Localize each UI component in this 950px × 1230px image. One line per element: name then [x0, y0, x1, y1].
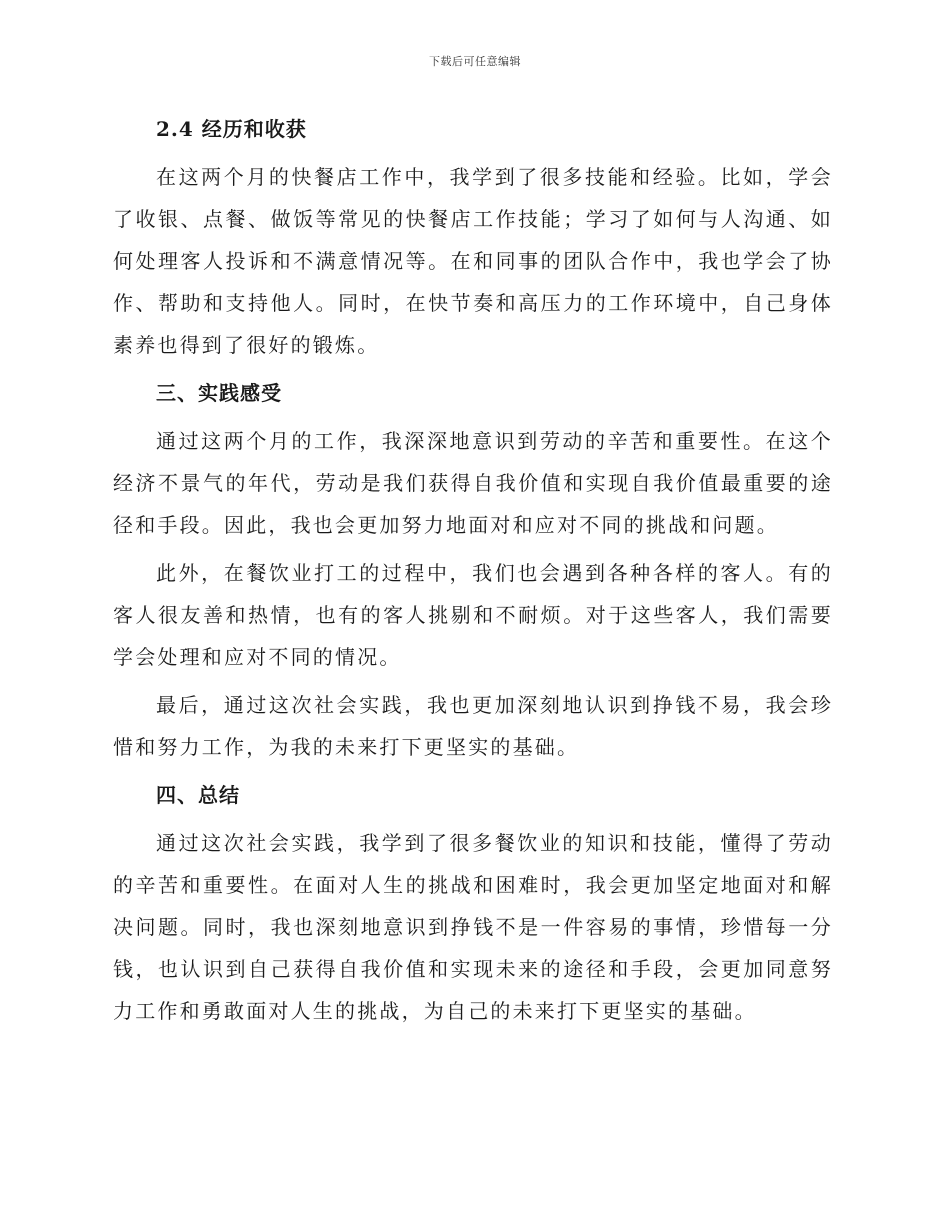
paragraph: 在这两个月的快餐店工作中，我学到了很多技能和经验。比如，学会了收银、点餐、做饭等常见的快餐店工作技能；学习了如何与人沟通、如何处理客人投诉和不满意情况等。在和同事的团队合作中，我也学会了协作、帮助和支持他人。同时，在快节奏和高压力的工作环境中，自己身体素养也得到了很好的锻炼。 [113, 165, 833, 357]
paragraph: 通过这两个月的工作，我深深地意识到劳动的辛苦和重要性。在这个经济不景气的年代，劳动是我们获得自我价值和实现自我价值最重要的途径和手段。因此，我也会更加努力地面对和应对不同的挑战和问题。 [113, 429, 833, 537]
section-heading-2-4: 2.4 经历和收获 [156, 117, 307, 141]
section-heading-3: 三、实践感受 [156, 381, 282, 405]
paragraph: 最后，通过这次社会实践，我也更加深刻地认识到挣钱不易，我会珍惜和努力工作，为我的未来打下更坚实的基础。 [113, 693, 833, 759]
paragraph: 通过这次社会实践，我学到了很多餐饮业的知识和技能，懂得了劳动的辛苦和重要性。在面对人生的挑战和困难时，我会更加坚定地面对和解决问题。同时，我也深刻地意识到挣钱不是一件容易的事情，珍惜每一分钱，也认识到自己获得自我价值和实现未来的途径和手段，会更加同意努力工作和勇敢面对人生的挑战，为自己的未来打下更坚实的基础。 [113, 831, 833, 1023]
document-body [113, 108, 833, 1032]
page-header-note: 下载后可任意编辑 [429, 55, 521, 68]
section-heading-4: 四、总结 [156, 783, 240, 807]
paragraph: 此外，在餐饮业打工的过程中，我们也会遇到各种各样的客人。有的客人很友善和热情，也有的客人挑剔和不耐烦。对于这些客人，我们需要学会处理和应对不同的情况。 [113, 561, 833, 669]
